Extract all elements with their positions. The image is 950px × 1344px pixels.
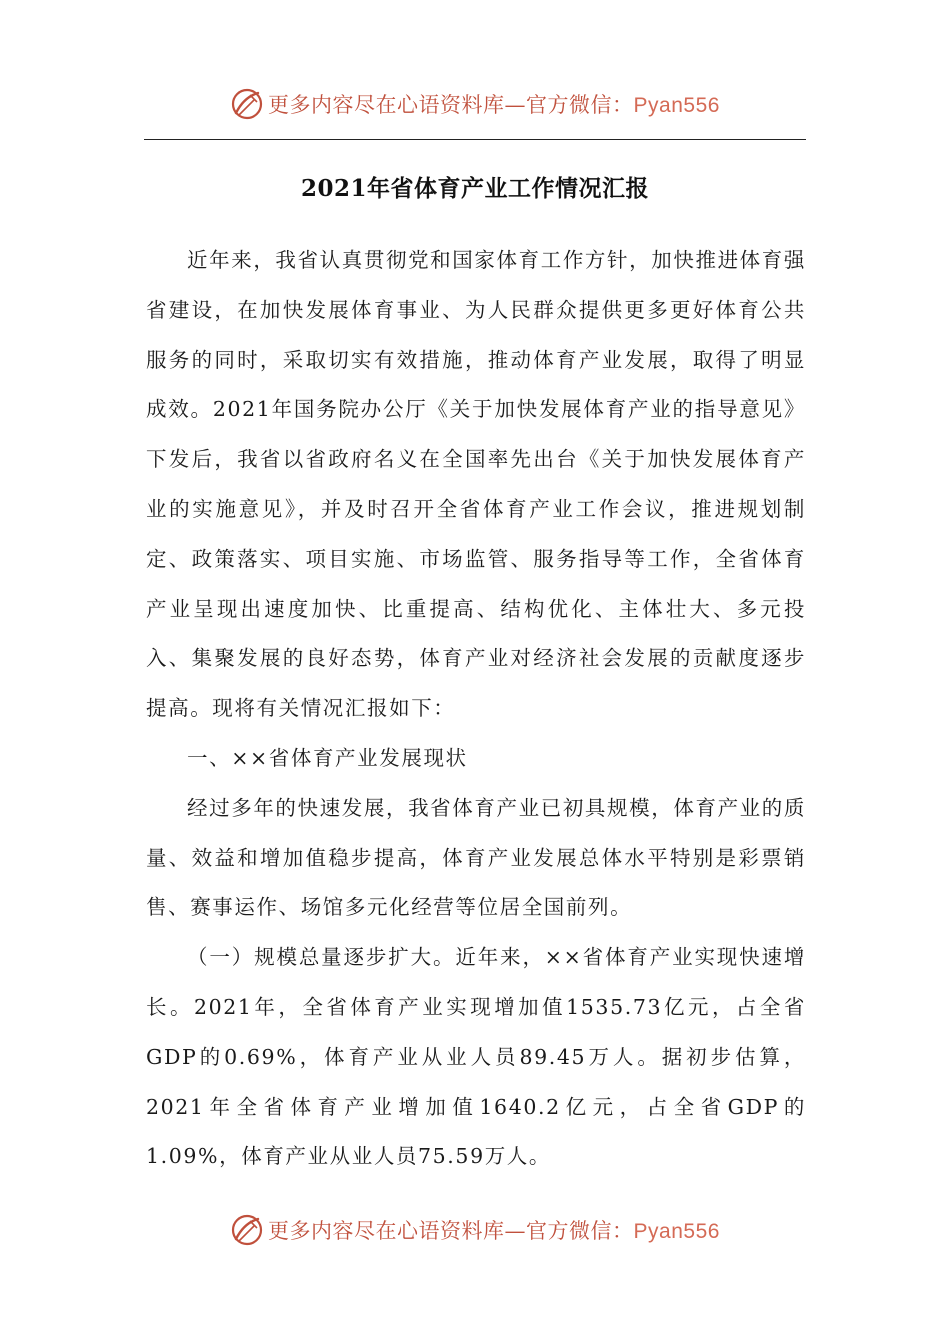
watermark-wechat-label: 官方微信：	[526, 1219, 634, 1243]
document-title: 2021年省体育产业工作情况汇报	[300, 175, 649, 202]
watermark-site-text: 更多内容尽在心语资料库	[268, 1219, 505, 1243]
header-watermark-banner	[0, 84, 950, 124]
section-heading: 一、××省体育产业发展现状	[187, 745, 468, 770]
document-body	[146, 236, 806, 1182]
watermark-wechat-id: Pyan556	[633, 94, 720, 117]
footer-watermark-banner	[0, 1210, 950, 1250]
footer-watermark-text	[268, 1215, 720, 1245]
status-paragraph: 经过多年的快速发展，我省体育产业已初具规模，体育产业的质量、效益和增加值稳步提高，体育产业发展总体水平特别是彩票销售、赛事运作、场馆多元化经营等位居全国前列。	[146, 795, 806, 920]
scale-paragraph: （一）规模总量逐步扩大。近年来，××省体育产业实现快速增长。2021年，全省体育产业实现增加值1535.73亿元，占全省GDP的0.69%，体育产业从业人员89.45万人。据初步估算，2021年全省体育产业增加值1640.2亿元，占全省GDP的1.09%，体育产业从业人员75.59万人。	[146, 945, 806, 1169]
watermark-site-text: 更多内容尽在心语资料库	[268, 93, 505, 117]
intro-paragraph: 近年来，我省认真贯彻党和国家体育工作方针，加快推进体育强省建设，在加快发展体育事业、为人民群众提供更多更好体育公共服务的同时，采取切实有效措施，推动体育产业发展，取得了明显成效。2021年国务院办公厅《关于加快发展体育产业的指导意见》下发后，我省以省政府名义在全国率先出台《关于加快发展体育产业的实施意见》，并及时召开全省体育产业工作会议，推进规划制定、政策落实、项目实施、市场监管、服务指导等工作，全省体育产业呈现出速度加快、比重提高、结构优化、主体壮大、多元投入、集聚发展的良好态势，体育产业对经济社会发展的贡献度逐步提高。现将有关情况汇报如下：	[146, 248, 806, 721]
watermark-wechat-label: 官方微信：	[526, 93, 634, 117]
pen-circle-logo-icon	[230, 87, 264, 121]
header-divider	[144, 139, 806, 140]
watermark-dash: —	[504, 1219, 527, 1243]
watermark-dash: —	[504, 93, 527, 117]
watermark-wechat-id: Pyan556	[633, 1220, 720, 1243]
pen-circle-logo-icon	[230, 1213, 264, 1247]
header-watermark-text	[268, 89, 720, 119]
